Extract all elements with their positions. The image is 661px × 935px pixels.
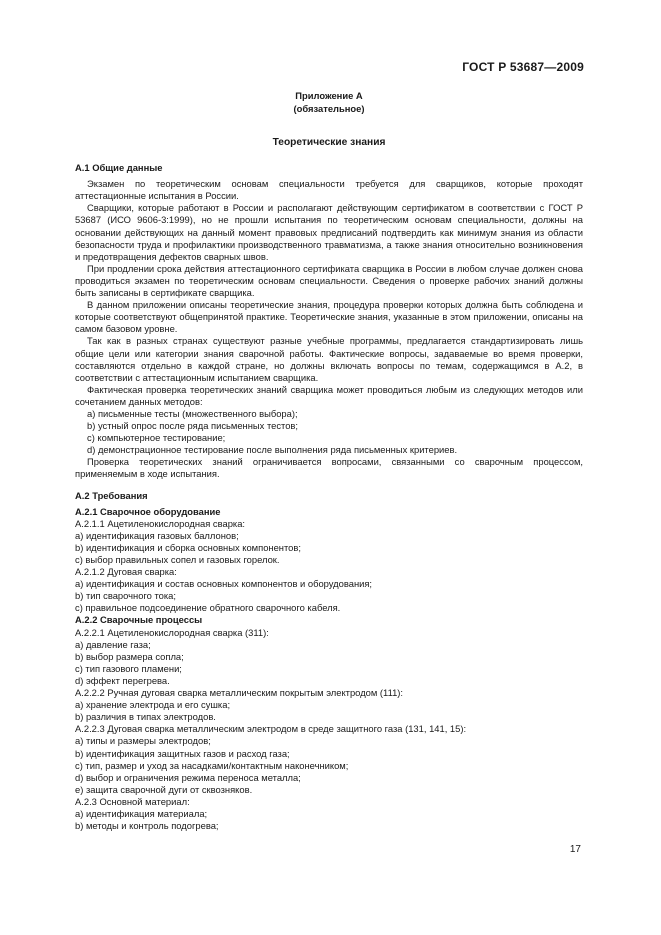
subsection-title: А.2.1.2 Дуговая сварка: bbox=[75, 566, 177, 578]
section-title: Теоретические знания bbox=[272, 137, 386, 148]
a1-paragraph: Фактическая проверка теоретических знаний сварщика может проводиться любым из следующих методов или сочетанием данных методов: bbox=[75, 383, 583, 407]
annex-title: Приложение А bbox=[295, 90, 363, 101]
a1-heading: А.1 Общие данные bbox=[75, 162, 163, 174]
subsection-title: А.2.2.3 Дуговая сварка металлическим электродом в среде защитного газа (131, 141, 15): bbox=[75, 723, 467, 735]
a2-heading: А.2 Требования bbox=[75, 489, 148, 501]
a1-paragraph: Экзамен по теоретическим основам специальности требуется для сварщиков, которые проходят аттестационные испытания в России. bbox=[75, 178, 583, 202]
a1-closing: Проверка теоретических знаний ограничивается вопросами, связанными со сварочным процессом, применяемым в ходе испытания. bbox=[75, 456, 583, 480]
a1-paragraph: Так как в разных странах существуют разные учебные программы, предлагается стандартизировать лишь общие цели или категории знания сварочной работы. Фактические вопросы, задаваемые во время проверки, составляются отдельно в каждой стране, но должны включать вопросы по темам, содержащимся в А.2, в соответствии с аттестационным испытанием сварщика. bbox=[75, 335, 583, 383]
annex-status: (обязательное) bbox=[293, 102, 365, 114]
page-content bbox=[75, 90, 583, 832]
list-item: a) хранение электрода и его сушка; bbox=[75, 699, 231, 711]
subsection-title: А.2.1.1 Ацетиленокислородная сварка: bbox=[75, 517, 246, 529]
list-item: a) идентификация и состав основных компонентов и оборудования; bbox=[75, 578, 373, 590]
standard-header: ГОСТ Р 53687—2009 bbox=[462, 60, 584, 74]
a21-heading: А.2.1 Сварочное оборудование bbox=[75, 505, 221, 517]
list-item: c) тип газового пламени; bbox=[75, 662, 182, 674]
list-item: a) идентификация газовых баллонов; bbox=[75, 529, 239, 541]
method-item: b) устный опрос после ряда письменных тестов; bbox=[87, 420, 299, 432]
list-item: a) типы и размеры электродов; bbox=[75, 735, 211, 747]
a1-paragraph: Сварщики, которые работают в России и располагают действующим сертификатом в соответствии с ГОСТ Р 53687 (ИСО 9606-3:1999), но не прошли испытания по теоретическим основам специальности, должны на основании действующих на данный момент правовых предписаний подтвердить как минимум знания из области безопасности труда и профилактики производственного травматизма, а также знания относительно возникновения и предотвращения дефектов сварных швов. bbox=[75, 202, 583, 262]
list-item: b) различия в типах электродов. bbox=[75, 711, 216, 723]
method-item: d) демонстрационное тестирование после выполнения ряда письменных критериев. bbox=[87, 444, 458, 456]
page-number: 17 bbox=[569, 844, 581, 855]
subsection-title: А.2.2.2 Ручная дуговая сварка металлическим покрытым электродом (111): bbox=[75, 687, 404, 699]
list-item: b) методы и контроль подогрева; bbox=[75, 820, 219, 832]
list-item: b) выбор размера сопла; bbox=[75, 650, 184, 662]
subsection-title: А.2.2.1 Ацетиленокислородная сварка (311): bbox=[75, 626, 269, 638]
list-item: c) выбор правильных сопел и газовых горелок. bbox=[75, 554, 280, 565]
method-item: a) письменные тесты (множественного выбора); bbox=[87, 407, 298, 419]
a1-paragraph: В данном приложении описаны теоретические знания, процедура проверки которых должна быть соблюдена и которые соответствуют общепринятой практике. Теоретические знания, указанные в этом приложении, описаны на самом базовом уровне. bbox=[75, 299, 583, 335]
list-item: d) выбор и ограничения режима переноса металла; bbox=[75, 771, 301, 783]
method-item: c) компьютерное тестирование; bbox=[87, 432, 226, 444]
a1-paragraph: При продлении срока действия аттестационного сертификата сварщика в России в любом случае должен снова проводиться экзамен по теоретическим основам специальности. Сведения о проверке рабочих знаний должны быть записаны в сертификате сварщика. bbox=[75, 262, 583, 299]
list-item: b) тип сварочного тока; bbox=[75, 590, 176, 602]
list-item: c) тип, размер и уход за насадками/контактным наконечником; bbox=[75, 759, 349, 771]
list-item: b) идентификация и сборка основных компонентов; bbox=[75, 541, 301, 553]
list-item: e) защита сварочной дуги от сквозняков. bbox=[75, 783, 253, 795]
list-item: b) идентификация защитных газов и расход газа; bbox=[75, 747, 290, 759]
list-item: a) идентификация материала; bbox=[75, 807, 208, 819]
list-item: c) правильное подсоединение обратного сварочного кабеля. bbox=[75, 602, 341, 614]
list-item: a) давление газа; bbox=[75, 638, 151, 650]
subsection-title: А.2.3 Основной материал: bbox=[75, 795, 190, 807]
a22-heading: А.2.2 Сварочные процессы bbox=[75, 614, 203, 626]
list-item: d) эффект перегрева. bbox=[75, 674, 170, 686]
